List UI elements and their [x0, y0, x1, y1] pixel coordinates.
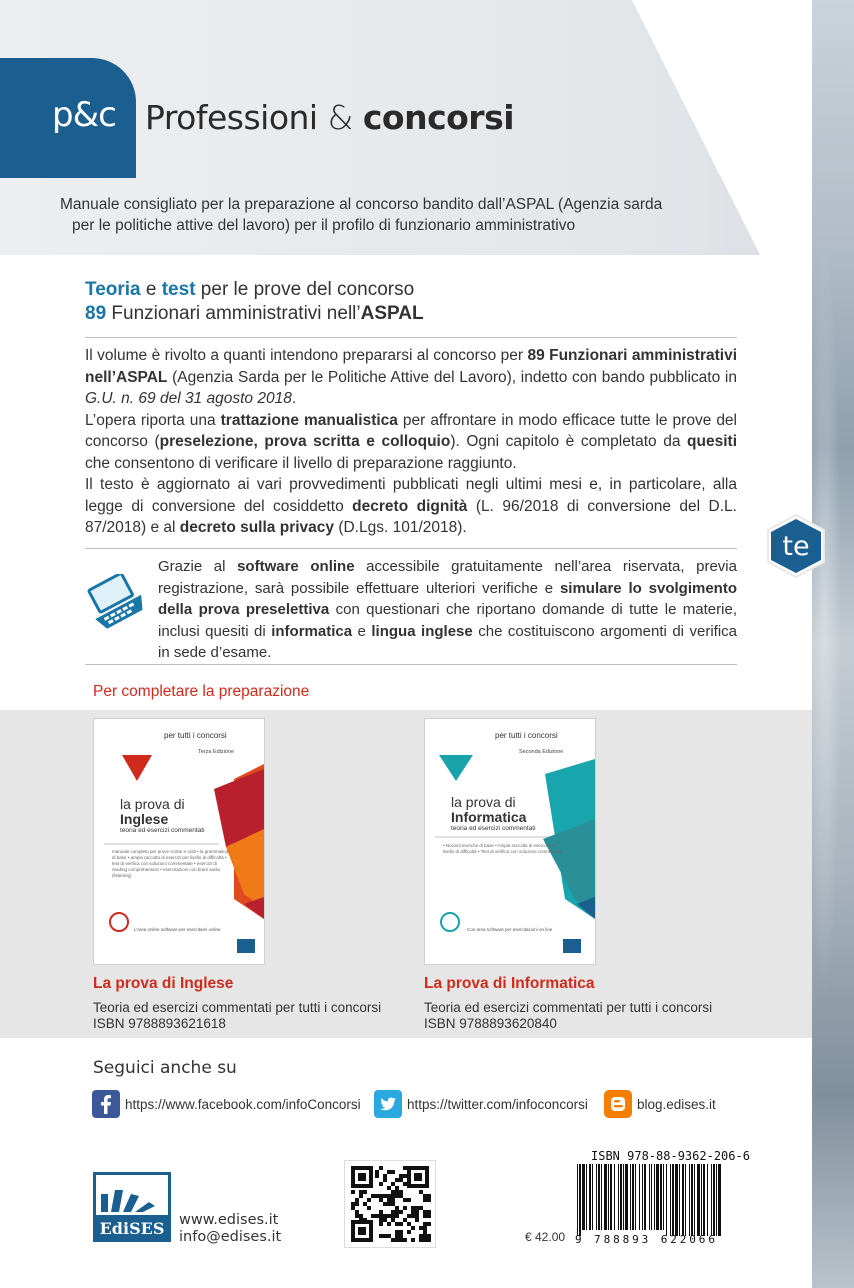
barcode-bar	[718, 1164, 721, 1236]
ean-digits: 9 788893 622066	[575, 1233, 718, 1246]
cover-bullets: manuale completo per prove scritte e orali • la grammatica di base • ampia raccolta di esercizi per livello di difficoltà • test di verifica con soluzioni commentate • esercizi di reading comprehension • esercitazioni con brani audio (listening)	[112, 849, 229, 878]
qr-module	[383, 1174, 387, 1178]
cover-title	[451, 795, 526, 825]
desc-text: ). Ogni capitolo è completato da	[450, 433, 688, 450]
description-paragraph-3	[85, 474, 737, 539]
barcode-bar	[604, 1164, 607, 1230]
barcode-bar	[701, 1164, 702, 1236]
desc-bold: preselezione, prova scritta e colloquio	[159, 433, 451, 450]
barcode-bar	[614, 1164, 615, 1230]
heading-rest: per le prove del concorso	[195, 279, 415, 300]
desc-bold: decreto dignità	[352, 497, 468, 515]
cover-head: per tutti i concorsi	[164, 731, 227, 740]
qr-module	[419, 1234, 423, 1238]
cover-edition: Terza Edizione	[198, 749, 235, 755]
qr-module	[423, 1194, 427, 1198]
qr-module	[403, 1174, 407, 1178]
barcode-bar	[685, 1164, 686, 1236]
qr-module	[399, 1178, 403, 1182]
book-info-informatica	[424, 1000, 712, 1032]
qr-module	[411, 1210, 415, 1214]
qr-module	[403, 1182, 407, 1186]
qr-module	[387, 1202, 391, 1206]
cover-subtitle: teoria ed esercizi commentati	[120, 827, 205, 834]
barcode-bar	[644, 1164, 646, 1230]
qr-module	[391, 1194, 395, 1198]
barcode-bar	[707, 1164, 708, 1236]
banner-text	[60, 194, 720, 236]
barcode-bar	[579, 1164, 581, 1236]
qr-module	[367, 1198, 371, 1202]
barcode-bar	[623, 1164, 624, 1230]
qr-module	[395, 1178, 399, 1182]
qr-module	[419, 1206, 423, 1210]
qr-module	[395, 1230, 399, 1234]
desc-text: (Agenzia Sarda per le Politiche Attive del Lavoro), indetto con bando pubblicato in	[167, 368, 737, 386]
software-bold: lingua inglese	[371, 622, 473, 640]
edises-logo-text: EdiSES	[99, 1219, 165, 1238]
qr-module	[395, 1214, 399, 1218]
qr-module	[359, 1218, 363, 1222]
cover-bullets: • Nozioni teoriche di base • Ampia raccolta di esercizi per livello di difficoltà • Test di verifica con soluzioni commentate	[443, 843, 563, 854]
desc-text: che consentono di verificare il livello di preparazione raggiunto.	[85, 454, 517, 472]
facebook-link[interactable]	[92, 1090, 361, 1118]
qr-module	[403, 1218, 407, 1222]
barcode-bar	[689, 1164, 690, 1236]
qr-module	[395, 1194, 399, 1198]
divider-3	[85, 664, 737, 665]
edises-logo	[93, 1172, 171, 1242]
qr-module	[411, 1226, 415, 1230]
qr-module	[415, 1214, 419, 1218]
barcode-bar	[586, 1164, 587, 1230]
desc-text: .	[291, 390, 297, 407]
qr-module	[399, 1174, 403, 1178]
barcode	[575, 1164, 726, 1236]
barcode-bar	[577, 1164, 578, 1236]
qr-module	[387, 1194, 391, 1198]
qr-module	[371, 1214, 375, 1218]
book-info-inglese	[93, 1000, 381, 1032]
isbn-text: ISBN 978-88-9362-206-6	[591, 1149, 750, 1163]
cover-title-b: Inglese	[120, 811, 169, 827]
barcode-bar	[601, 1164, 602, 1230]
qr-module	[423, 1214, 427, 1218]
qr-module	[391, 1202, 395, 1206]
qr-module	[403, 1238, 407, 1242]
qr-module	[403, 1198, 407, 1202]
qr-module	[383, 1194, 387, 1198]
barcode-bar	[713, 1164, 715, 1236]
qr-module	[395, 1234, 399, 1238]
heading-89: 89	[85, 303, 107, 324]
description-paragraph-1	[85, 345, 737, 410]
qr-module	[399, 1210, 403, 1214]
qr-module	[423, 1230, 427, 1234]
qr-module	[427, 1198, 431, 1202]
facebook-url[interactable]: https://www.facebook.com/infoConcorsi	[125, 1096, 361, 1112]
barcode-bar	[610, 1164, 612, 1230]
te-badge-icon	[763, 513, 829, 579]
qr-module	[423, 1198, 427, 1202]
qr-module	[379, 1218, 383, 1222]
series-logo: p&c	[52, 95, 116, 135]
qr-module	[383, 1202, 387, 1206]
barcode-bar	[672, 1164, 674, 1236]
barcode-bar	[642, 1164, 643, 1230]
qr-module	[359, 1194, 363, 1198]
qr-module	[419, 1238, 423, 1242]
barcode-bar	[663, 1164, 664, 1230]
facebook-icon	[92, 1090, 120, 1118]
qr-module	[399, 1190, 403, 1194]
qr-module	[423, 1234, 427, 1238]
qr-module	[379, 1198, 383, 1202]
qr-module	[395, 1190, 399, 1194]
barcode-bar	[625, 1164, 628, 1230]
qr-module	[379, 1194, 383, 1198]
cover-photo-strip	[812, 0, 854, 1288]
qr-module	[387, 1214, 391, 1218]
series-title	[145, 98, 514, 137]
barcode-bar	[632, 1164, 634, 1230]
qr-module	[411, 1238, 415, 1242]
qr-module	[419, 1190, 423, 1194]
qr-module	[423, 1226, 427, 1230]
qr-module	[423, 1210, 427, 1214]
qr-module	[379, 1222, 383, 1226]
qr-module	[403, 1166, 407, 1170]
qr-module	[363, 1202, 367, 1206]
qr-module	[399, 1230, 403, 1234]
cover-head: per tutti i concorsi	[495, 731, 558, 740]
heading-funzionari: Funzionari amministrativi nell’	[106, 303, 361, 324]
qr-module	[371, 1194, 375, 1198]
qr-module	[427, 1214, 431, 1218]
cover-title-a: la prova di	[120, 796, 185, 812]
barcode-bar	[639, 1164, 640, 1230]
desc-bold: quesiti	[687, 433, 737, 450]
qr-module	[363, 1218, 367, 1222]
barcode-bar	[682, 1164, 684, 1236]
qr-module	[423, 1238, 427, 1242]
qr-module	[367, 1206, 371, 1210]
barcode-bar	[697, 1164, 700, 1236]
banner-line-2: per le politiche attive del lavoro) per il profilo di funzionario amministrativo	[72, 217, 576, 234]
qr-module	[399, 1234, 403, 1238]
description	[85, 345, 737, 539]
qr-code	[344, 1160, 436, 1248]
barcode-bar	[582, 1164, 585, 1230]
software-bold: software online	[237, 558, 355, 575]
software-text-part: con questionari che riportano domande di tutte le materie, inclusi quesiti di	[158, 601, 737, 640]
series-title-amp: &	[327, 98, 353, 137]
barcode-bar	[670, 1164, 671, 1236]
qr-module	[407, 1198, 411, 1202]
barcode-bar	[635, 1164, 636, 1230]
qr-module	[423, 1222, 427, 1226]
qr-module	[379, 1182, 383, 1186]
software-text-part: che costituiscono argomenti di verifica in sede d’esame.	[158, 622, 737, 661]
barcode-bar	[711, 1164, 712, 1236]
barcode-bar	[651, 1164, 652, 1230]
qr-module	[391, 1170, 395, 1174]
heading-test: test	[161, 279, 196, 300]
twitter-url[interactable]: https://twitter.com/infoconcorsi	[407, 1096, 588, 1112]
qr-module	[355, 1214, 359, 1218]
heading-teoria: Teoria	[85, 279, 141, 300]
software-text	[158, 556, 737, 664]
qr-module	[415, 1210, 419, 1214]
qr-module	[427, 1210, 431, 1214]
desc-text: (D.Lgs. 101/2018).	[334, 519, 467, 536]
book-name-inglese: La prova di Inglese	[93, 975, 234, 992]
cover-foot: Con area software per esercitazioni on line	[467, 927, 553, 932]
qr-module	[379, 1210, 383, 1214]
qr-module	[363, 1190, 367, 1194]
barcode-bar	[649, 1164, 650, 1230]
cover-edition: Seconda Edizione	[519, 749, 564, 755]
price: € 42.00	[525, 1230, 566, 1244]
qr-module	[391, 1214, 395, 1218]
cover-title-b: Informatica	[451, 809, 527, 825]
barcode-bar	[592, 1164, 593, 1230]
qr-module	[387, 1234, 391, 1238]
publisher-email[interactable]: info@edises.it	[179, 1229, 282, 1245]
qr-module	[411, 1206, 415, 1210]
qr-module	[395, 1222, 399, 1226]
blog-link[interactable]	[604, 1090, 716, 1118]
qr-module	[399, 1194, 403, 1198]
follow-title: Seguici anche su	[93, 1058, 237, 1078]
divider-1	[85, 337, 737, 338]
barcode-bar	[660, 1164, 662, 1230]
barcode-bar	[679, 1164, 680, 1236]
heading-aspal: ASPAL	[360, 303, 424, 324]
qr-module	[359, 1190, 363, 1194]
book-cover-informatica	[424, 718, 596, 965]
desc-text: Il testo è aggiornato ai vari provvedimenti pubblicati negli ultimi mesi e, in particolare, alla legge di conversione del cosiddetto	[85, 476, 737, 515]
desc-bold: decreto sulla privacy	[179, 519, 335, 536]
software-text-part: e	[352, 622, 372, 640]
qr-module	[355, 1210, 359, 1214]
barcode-bar	[716, 1164, 717, 1236]
desc-text: per affrontare in modo efficace tutte le prove del concorso (	[85, 411, 737, 450]
heading-e: e	[140, 279, 162, 300]
desc-text: Il volume è rivolto a quanti intendono prepararsi al concorso per	[85, 347, 528, 364]
barcode-bar	[608, 1164, 609, 1230]
qr-module	[359, 1214, 363, 1218]
software-text-part: accessibile gratuitamente nell’area riservata, previa registrazione, sarà possibile effettuare ulteriori verifiche e	[158, 558, 737, 597]
qr-module	[395, 1186, 399, 1190]
barcode-bar	[620, 1164, 622, 1230]
qr-module	[375, 1194, 379, 1198]
qr-module	[387, 1198, 391, 1202]
series-title-part2: concorsi	[362, 98, 515, 137]
qr-module	[391, 1218, 395, 1222]
qr-module	[375, 1214, 379, 1218]
cover-foot: L’area online software per esercitarsi online	[134, 927, 221, 932]
banner-line-1: Manuale consigliato per la preparazione al concorso bandito dall’ASPAL (Agenzia sarda	[60, 196, 663, 213]
qr-module	[383, 1214, 387, 1218]
book-isbn: ISBN 9788893620840	[424, 1016, 557, 1031]
qr-module	[383, 1218, 387, 1222]
qr-module	[403, 1206, 407, 1210]
desc-text: (L. 96/2018 di conversione del D.L. 87/2018) e al	[85, 497, 737, 536]
software-bold: simulare lo svolgimento della prova preselettiva	[158, 579, 738, 618]
qr-module	[395, 1238, 399, 1242]
publisher-site[interactable]: www.edises.it	[179, 1212, 279, 1228]
series-title-part1: Professioni	[145, 98, 318, 137]
qr-module	[427, 1222, 431, 1226]
qr-module	[375, 1170, 379, 1174]
desc-text: L’opera riporta una	[85, 411, 221, 429]
qr-module	[395, 1206, 399, 1210]
barcode-bar	[598, 1164, 600, 1230]
qr-module	[355, 1198, 359, 1202]
qr-module	[351, 1206, 355, 1210]
qr-module	[399, 1222, 403, 1226]
qr-module	[395, 1210, 399, 1214]
desc-bold: 89 Funzionari amministrativi nell’ASPAL	[85, 347, 737, 386]
barcode-bar	[589, 1164, 591, 1230]
cover-title	[120, 797, 185, 827]
te-badge-text: te	[782, 531, 810, 562]
qr-module	[415, 1218, 419, 1222]
qr-module	[427, 1238, 431, 1242]
book-name-informatica: La prova di Informatica	[424, 975, 595, 992]
qr-module	[351, 1202, 355, 1206]
qr-module	[415, 1206, 419, 1210]
qr-module	[391, 1190, 395, 1194]
barcode-bar	[694, 1164, 695, 1236]
qr-module	[391, 1198, 395, 1202]
qr-module	[399, 1238, 403, 1242]
divider-2	[85, 548, 737, 549]
book-cover-inglese	[93, 718, 265, 965]
qr-module	[379, 1166, 383, 1170]
laptop-icon	[84, 574, 146, 632]
qr-module	[351, 1190, 355, 1194]
book-isbn: ISBN 9788893621618	[93, 1016, 226, 1031]
software-bold: informatica	[271, 622, 353, 640]
cover-subtitle: teoria ed esercizi commentati	[451, 825, 536, 832]
qr-module	[391, 1182, 395, 1186]
qr-module	[407, 1222, 411, 1226]
publisher-contact	[179, 1212, 281, 1246]
barcode-bar	[654, 1164, 655, 1230]
qr-module	[391, 1210, 395, 1214]
barcode-bar	[618, 1164, 619, 1230]
qr-module	[355, 1202, 359, 1206]
qr-module	[427, 1194, 431, 1198]
barcode-bar	[630, 1164, 631, 1230]
qr-module	[419, 1226, 423, 1230]
qr-module	[391, 1238, 395, 1242]
qr-module	[407, 1214, 411, 1218]
qr-module	[375, 1174, 379, 1178]
desc-bold: trattazione manualistica	[220, 411, 398, 429]
qr-module	[387, 1170, 391, 1174]
blogger-icon	[604, 1090, 632, 1118]
book-desc: Teoria ed esercizi commentati per tutti i concorsi	[93, 1000, 382, 1015]
twitter-icon	[374, 1090, 402, 1118]
qr-module	[379, 1214, 383, 1218]
desc-italic: G.U. n. 69 del 31 agosto 2018	[85, 390, 292, 407]
cover-title-a: la prova di	[451, 794, 516, 810]
qr-module	[411, 1214, 415, 1218]
blog-url[interactable]: blog.edises.it	[637, 1096, 716, 1112]
complete-title: Per completare la preparazione	[93, 683, 310, 700]
qr-module	[387, 1186, 391, 1190]
software-text-part: Grazie al	[158, 558, 238, 575]
description-paragraph-2	[85, 410, 737, 475]
barcode-bar	[656, 1164, 659, 1230]
qr-module	[383, 1234, 387, 1238]
book-heading	[85, 278, 424, 326]
qr-module	[387, 1222, 391, 1226]
barcode-bar	[666, 1164, 667, 1236]
qr-module	[427, 1234, 431, 1238]
book-desc: Teoria ed esercizi commentati per tutti i concorsi	[424, 1000, 713, 1015]
qr-module	[407, 1230, 411, 1234]
barcode-bar	[691, 1164, 693, 1236]
twitter-link[interactable]	[374, 1090, 588, 1118]
barcode-bar	[675, 1164, 678, 1236]
qr-module	[379, 1234, 383, 1238]
barcode-bar	[596, 1164, 597, 1230]
barcode-bar	[703, 1164, 705, 1236]
qr-module	[383, 1178, 387, 1182]
